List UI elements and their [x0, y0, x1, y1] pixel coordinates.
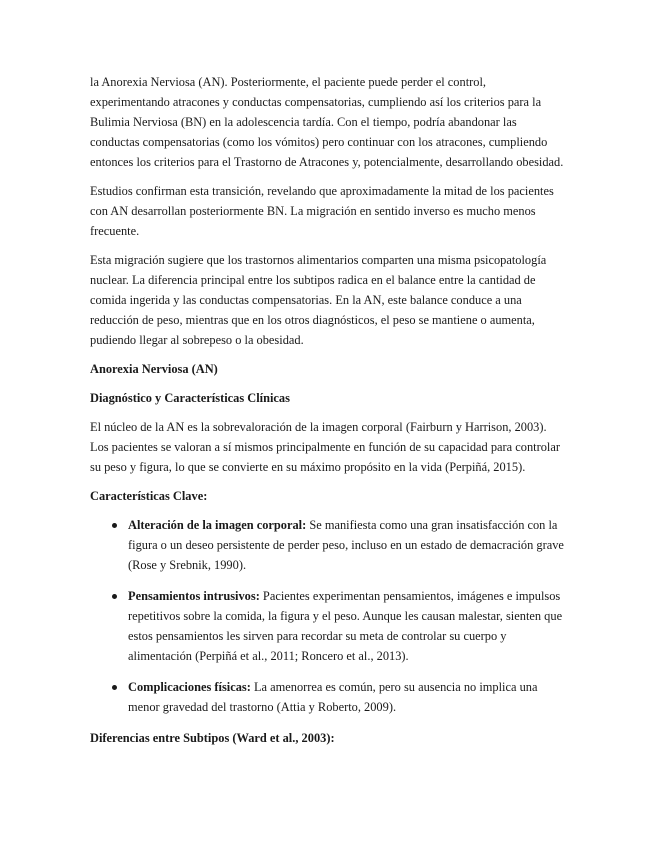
bullet-text: La amenorrea es común, pero su ausencia no implica una menor gravedad del trastorno (Attia y Roberto, 2009).	[128, 680, 538, 714]
bullet-text: Pacientes experimentan pensamientos, imágenes e impulsos repetitivos sobre la comida, la figura y el peso. Aunque les causan malestar, sienten que estos pensamientos les sirven para recordar su meta de controlar su cuerpo y alimentación (Perpiñá et al., 2011; Roncero et al., 2013).	[128, 589, 563, 663]
key-features-heading: Características Clave:	[90, 489, 208, 503]
bullet-title: Pensamientos intrusivos:	[128, 589, 260, 603]
subsection-heading: Diagnóstico y Características Clínicas	[90, 391, 290, 405]
paragraph-intro: la Anorexia Nerviosa (AN). Posteriormente, el paciente puede perder el control, experimentando atracones y conductas compensatorias, cumpliendo así los criterios para la Bulimia Nerviosa (BN) en la adolescencia tardía. Con el tiempo, podría abandonar las conductas compensatorias (como los vómitos) pero continuar con los atracones, cumpliendo entonces los criterios para el Trastorno de Atracones y, potencialmente, desarrollando obesidad.	[90, 75, 564, 169]
paragraph-core: El núcleo de la AN es la sobrevaloración de la imagen corporal (Fairburn y Harrison, 2003). Los pacientes se valoran a sí mismos principalmente en función de su capacidad para controlar su peso y figura, lo que se convierte en su máximo propósito en la vida (Perpiñá, 2015).	[90, 420, 560, 474]
paragraph-psychopathology: Esta migración sugiere que los trastornos alimentarios comparten una misma psicopatología nuclear. La diferencia principal entre los subtipos radica en el balance entre la cantidad de comida ingerida y las conductas compensatorias. En la AN, este balance conduce a una reducción de peso, mientras que en los otros diagnósticos, el peso se mantiene o aumenta, pudiendo llegar al sobrepeso o la obesidad.	[90, 253, 547, 347]
list-item	[90, 677, 568, 717]
paragraph-transition: Estudios confirman esta transición, revelando que aproximadamente la mitad de los pacientes con AN desarrollan posteriormente BN. La migración en sentido inverso es mucho menos frecuente.	[90, 184, 554, 238]
bullet-title: Complicaciones físicas:	[128, 680, 251, 694]
section-heading: Anorexia Nerviosa (AN)	[90, 362, 218, 376]
bullet-icon	[112, 685, 117, 690]
list-item	[90, 586, 568, 666]
differences-heading: Diferencias entre Subtipos (Ward et al., 2003):	[90, 731, 335, 745]
bullet-title: Alteración de la imagen corporal:	[128, 518, 307, 532]
document-page	[90, 72, 568, 748]
bullet-icon	[112, 523, 117, 528]
list-item	[90, 515, 568, 575]
bullet-icon	[112, 594, 117, 599]
bullet-text: Se manifiesta como una gran insatisfacción con la figura o un deseo persistente de perder peso, incluso en un estado de demacración grave (Rose y Srebnik, 1990).	[128, 518, 564, 572]
key-features-list	[90, 515, 568, 717]
